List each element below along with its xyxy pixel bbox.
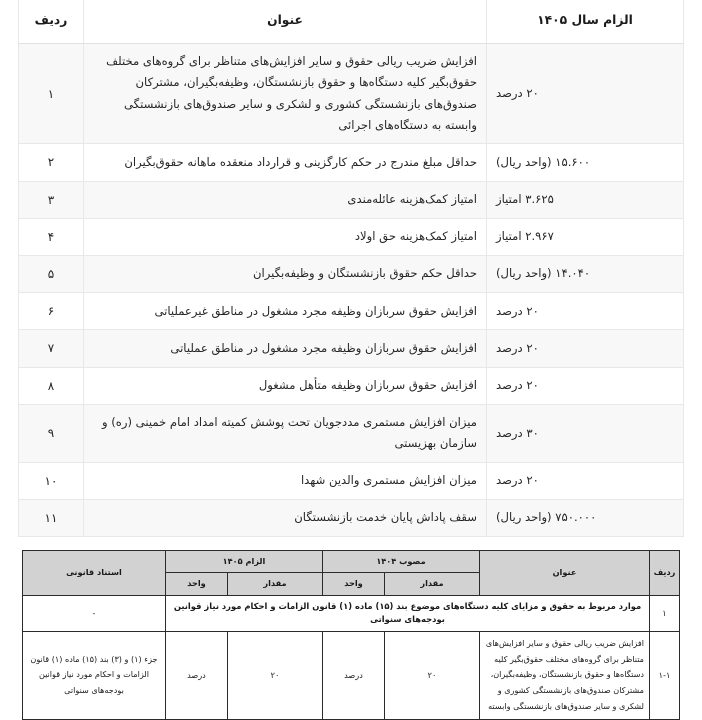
- row-title: میزان افزایش مستمری والدین شهدا: [84, 462, 487, 499]
- row-index: ۳: [19, 181, 84, 218]
- row-value: ۳۰ درصد: [487, 404, 684, 462]
- table-2-section-row: [23, 595, 680, 631]
- row-index: ۴: [19, 218, 84, 255]
- row-index: ۷: [19, 330, 84, 367]
- row-value: ۲.۹۶۷ امتیاز: [487, 218, 684, 255]
- row-index: ۱۰: [19, 462, 84, 499]
- row-index: ۸: [19, 367, 84, 404]
- table-2-header-amount-1405: مقدار: [227, 573, 322, 595]
- row-unit-1405: درصد: [165, 631, 227, 719]
- table-row: [19, 293, 684, 330]
- row-value: ۷۵۰.۰۰۰ (واحد ریال): [487, 499, 684, 536]
- table-1-header-index: ردیف: [19, 0, 84, 43]
- row-index: ۲: [19, 144, 84, 181]
- table-row: [19, 181, 684, 218]
- row-title: افزایش حقوق سربازان وظیفه مجرد مشغول در مناطق عملیاتی: [84, 330, 487, 367]
- table-1-header-title: عنوان: [84, 0, 487, 43]
- section-row-legal-reference: -: [23, 595, 166, 631]
- requirements-table-1: [18, 0, 684, 537]
- table-row: [19, 367, 684, 404]
- row-title: افزایش ضریب ریالی حقوق و سایر افزایش‌های متناظر برای گروه‌های مختلف حقوق‌بگیر کلیه دستگاه‌ها و حقوق بازنشستگان، وظیفه‌بگیران، مشترکان صندوق‌های بازنشستگی کشوری و لشکری و سایر صندوق‌های بازنشستگی وابسته: [480, 631, 650, 719]
- table-row: [19, 404, 684, 462]
- row-index: ۹: [19, 404, 84, 462]
- row-title: سقف پاداش پایان خدمت بازنشستگان: [84, 499, 487, 536]
- table-2-header-group-1405: الزام ۱۴۰۵: [165, 551, 322, 573]
- row-legal-reference: جزء (۱) و (۳) بند (۱۵) ماده (۱) قانون الزامات و احکام مورد نیاز قوانین بودجه‌های سنواتی: [23, 631, 166, 719]
- table-2-header-row-top: [23, 551, 680, 573]
- table-2-header-unit-1404: واحد: [322, 573, 384, 595]
- requirements-table-2: [22, 550, 680, 720]
- row-value: ۲۰ درصد: [487, 293, 684, 330]
- table-row: [19, 218, 684, 255]
- row-value: ۳.۶۲۵ امتیاز: [487, 181, 684, 218]
- section-row-title: موارد مربوط به حقوق و مزایای کلیه دستگاه‌های موضوع بند (۱۵) ماده (۱) قانون الزامات و احکام مورد نیاز قوانین بودجه‌های سنواتی: [165, 595, 649, 631]
- table-2-header-title: عنوان: [480, 551, 650, 596]
- row-index: ۱-۱: [650, 631, 680, 719]
- table-1-body: [19, 43, 684, 536]
- table-2-header-unit-1405: واحد: [165, 573, 227, 595]
- row-value: ۱۴.۰۴۰ (واحد ریال): [487, 256, 684, 293]
- table-row: [19, 256, 684, 293]
- row-title: افزایش حقوق سربازان وظیفه مجرد مشغول در مناطق غیرعملیاتی: [84, 293, 487, 330]
- row-value: ۲۰ درصد: [487, 367, 684, 404]
- row-amount-1405: ۲۰: [227, 631, 322, 719]
- row-index: ۱: [19, 43, 84, 144]
- row-index: ۵: [19, 256, 84, 293]
- row-index: ۱۱: [19, 499, 84, 536]
- row-value: ۱۵.۶۰۰ (واحد ریال): [487, 144, 684, 181]
- table-1-head: [19, 0, 684, 43]
- row-title: افزایش ضریب ریالی حقوق و سایر افزایش‌های متناظر برای گروه‌های مختلف حقوق‌بگیر کلیه دستگاه‌ها و حقوق بازنشستگان، وظیفه‌بگیران، مشترکان صندوق‌های بازنشستگی کشوری و لشکری و سایر صندوق‌های بازنشستگی وابسته به دستگاه‌های اجرائی: [84, 43, 487, 144]
- requirements-table-2-wrapper: [0, 550, 702, 720]
- table-row: [19, 330, 684, 367]
- table-row: [23, 631, 680, 719]
- table-row: [19, 43, 684, 144]
- table-row: [19, 462, 684, 499]
- row-title: حداقل مبلغ مندرج در حکم کارگزینی و قرارداد منعقده ماهانه حقوق‌بگیران: [84, 144, 487, 181]
- row-value: ۲۰ درصد: [487, 43, 684, 144]
- row-title: امتیاز کمک‌هزینه عائله‌مندی: [84, 181, 487, 218]
- row-index: ۶: [19, 293, 84, 330]
- row-title: میزان افزایش مستمری مددجویان تحت پوشش کمیته امداد امام خمینی (ره) و سازمان بهزیستی: [84, 404, 487, 462]
- row-unit-1404: درصد: [322, 631, 384, 719]
- table-2-header-amount-1404: مقدار: [385, 573, 480, 595]
- table-2-head: [23, 551, 680, 596]
- row-value: ۲۰ درصد: [487, 330, 684, 367]
- row-amount-1404: ۲۰: [385, 631, 480, 719]
- table-1-header-value: الزام سال ۱۴۰۵: [487, 0, 684, 43]
- table-2-body: [23, 595, 680, 719]
- section-row-index: ۱: [650, 595, 680, 631]
- table-row: [19, 144, 684, 181]
- table-1-header-row: [19, 0, 684, 43]
- row-title: حداقل حکم حقوق بازنشستگان و وظیفه‌بگیران: [84, 256, 487, 293]
- row-value: ۲۰ درصد: [487, 462, 684, 499]
- table-2-header-group-1404: مصوب ۱۴۰۴: [322, 551, 479, 573]
- table-2-header-legal-reference: استناد قانونی: [23, 551, 166, 596]
- row-title: امتیاز کمک‌هزینه حق اولاد: [84, 218, 487, 255]
- table-2-header-index: ردیف: [650, 551, 680, 596]
- row-title: افزایش حقوق سربازان وظیفه متأهل مشغول: [84, 367, 487, 404]
- table-row: [19, 499, 684, 536]
